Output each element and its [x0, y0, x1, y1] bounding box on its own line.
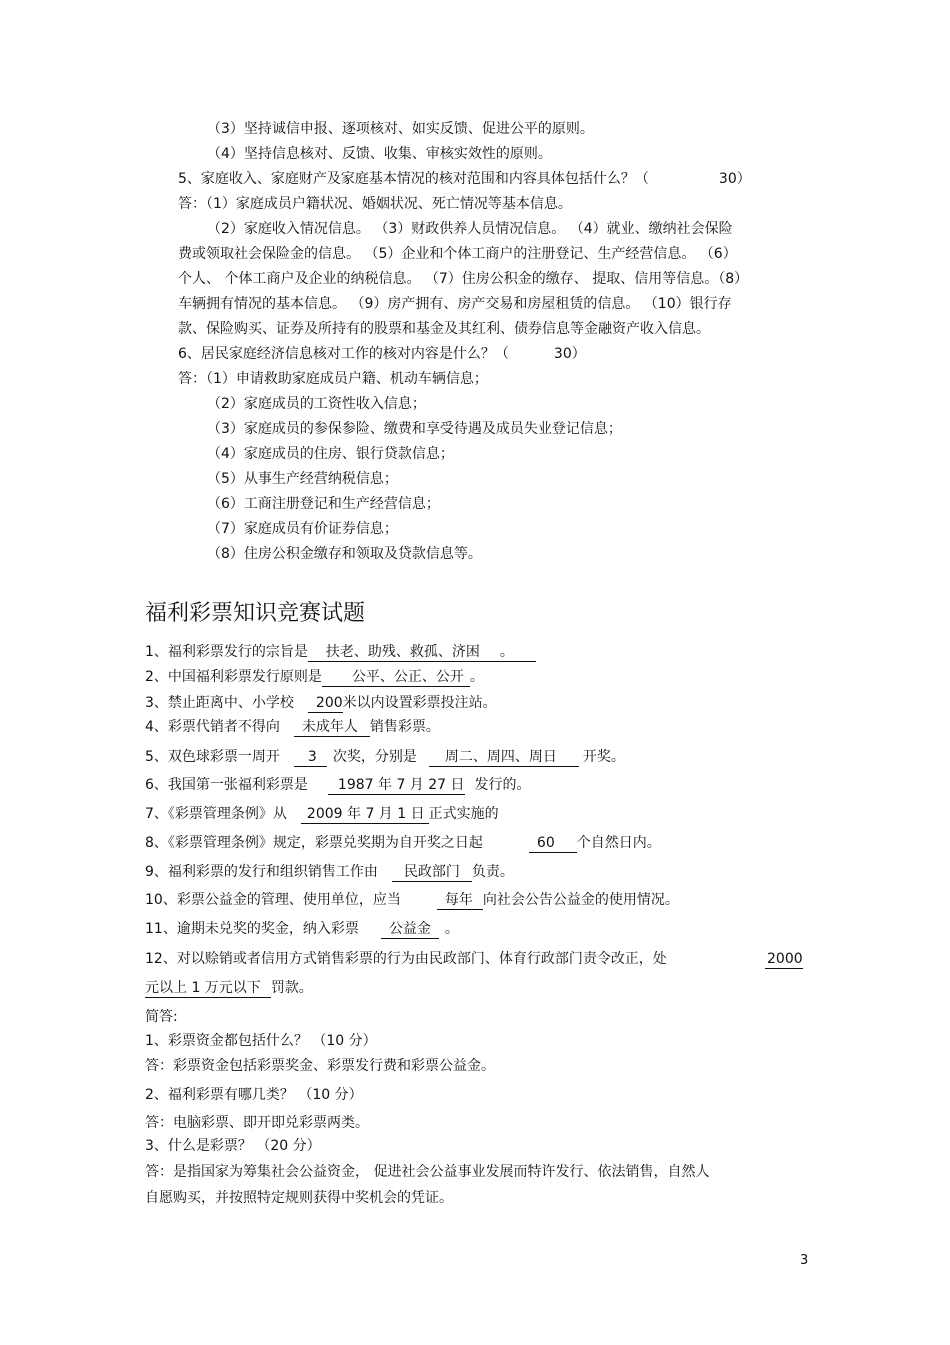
fill-question-4: 4、彩票代销者不得向 未成年人 销售彩票。 — [145, 719, 440, 735]
fill-question-8: 8、《彩票管理条例》规定，彩票兑奖期为自开奖之日起 60 个自然日内。 — [145, 835, 661, 851]
answer-line: （5）从事生产经营纳税信息； — [207, 471, 398, 487]
fill-question-12: 12、对以赊销或者信用方式销售彩票的行为由民政部门、体育行政部门责令改正，处 2000 — [145, 951, 803, 967]
answer-line: 费或领取社会保险金的信息。 （5）企业和个体工商户的注册登记、生产经营信息。 （6） — [178, 246, 737, 262]
answer-line: （2）家庭收入情况信息。 （3）财政供养人员情况信息。 （4）就业、缴纳社会保险 — [207, 221, 733, 237]
short-answer-3-cont: 自愿购买，并按照特定规则获得中奖机会的凭证。 — [145, 1190, 453, 1206]
short-answer-2: 答：电脑彩票、即开即兑彩票两类。 — [145, 1115, 369, 1131]
answer-line: 答：（1）家庭成员户籍状况、婚姻状况、死亡情况等基本信息。 — [178, 196, 572, 212]
short-answer-1: 答：彩票资金包括彩票奖金、彩票发行费和彩票公益金。 — [145, 1058, 495, 1074]
fill-question-12-line2: 元以上 1 万元以下 罚款。 — [145, 980, 313, 996]
short-question-1: 1、彩票资金都包括什么？ （10 分） — [145, 1033, 377, 1049]
fill-question-5: 5、双色球彩票一周开 3 次奖，分别是 周二、周四、周日 开奖。 — [145, 749, 625, 765]
fill-question-6: 6、我国第一张福利彩票是 1987 年 7 月 27 日 发行的。 — [145, 777, 531, 793]
short-answer-heading: 简答: — [145, 1009, 178, 1025]
fill-question-3: 3、禁止距离中、小学校 200米以内设置彩票投注站。 — [145, 695, 497, 711]
answer-line: 款、保险购买、证券及所持有的股票和基金及其红利、债券信息等金融资产收入信息。 — [178, 321, 710, 337]
answer-line: 答：（1）申请救助家庭成员户籍、机动车辆信息； — [178, 371, 488, 387]
short-answer-3: 答：是指国家为筹集社会公益资金， 促进社会公益事业发展而特许发行、依法销售，自然人 — [145, 1164, 710, 1180]
answer-line: （7）家庭成员有价证券信息； — [207, 521, 398, 537]
text-line: （4）坚持信息核对、反馈、收集、审核实效性的原则。 — [207, 146, 552, 162]
question-6: 6、居民家庭经济信息核对工作的核对内容是什么？（ 30） — [178, 346, 586, 362]
fill-question-2: 2、中国福利彩票发行原则是 公平、公正、公开 。 — [145, 669, 484, 685]
fill-question-9: 9、福利彩票的发行和组织销售工作由 民政部门 负责。 — [145, 864, 514, 880]
fill-question-10: 10、彩票公益金的管理、使用单位，应当 每年 向社会公告公益金的使用情况。 — [145, 892, 679, 908]
page-number: 3 — [800, 1253, 809, 1268]
text-line: （3）坚持诚信申报、逐项核对、如实反馈、促进公平的原则。 — [207, 121, 594, 137]
fill-question-11: 11、逾期未兑奖的奖金，纳入彩票 公益金 。 — [145, 921, 459, 937]
quiz-title: 福利彩票知识竞赛试题 — [145, 601, 366, 626]
answer-line: 个人、 个体工商户及企业的纳税信息。 （7）住房公积金的缴存、 提取、信用等信息。（8） — [178, 271, 749, 287]
answer-line: （4）家庭成员的住房、银行贷款信息； — [207, 446, 454, 462]
answer-line: （2）家庭成员的工资性收入信息； — [207, 396, 426, 412]
answer-line: （6）工商注册登记和生产经营信息； — [207, 496, 440, 512]
short-question-2: 2、福利彩票有哪几类？ （10 分） — [145, 1087, 363, 1103]
answer-line: （3）家庭成员的参保参险、缴费和享受待遇及成员失业登记信息； — [207, 421, 622, 437]
answer-line: （8）住房公积金缴存和领取及贷款信息等。 — [207, 546, 482, 562]
short-question-3: 3、什么是彩票？ （20 分） — [145, 1138, 321, 1154]
question-5: 5、家庭收入、家庭财产及家庭基本情况的核对范围和内容具体包括什么？（ 30） — [178, 171, 751, 187]
fill-question-7: 7、《彩票管理条例》从 2009 年 7 月 1 日 正式实施的 — [145, 806, 499, 822]
fill-question-1: 1、福利彩票发行的宗旨是 扶老、助残、救孤、济困 。 — [145, 643, 536, 662]
answer-line: 车辆拥有情况的基本信息。 （9）房产拥有、房产交易和房屋租赁的信息。 （10）银行存 — [178, 296, 732, 312]
